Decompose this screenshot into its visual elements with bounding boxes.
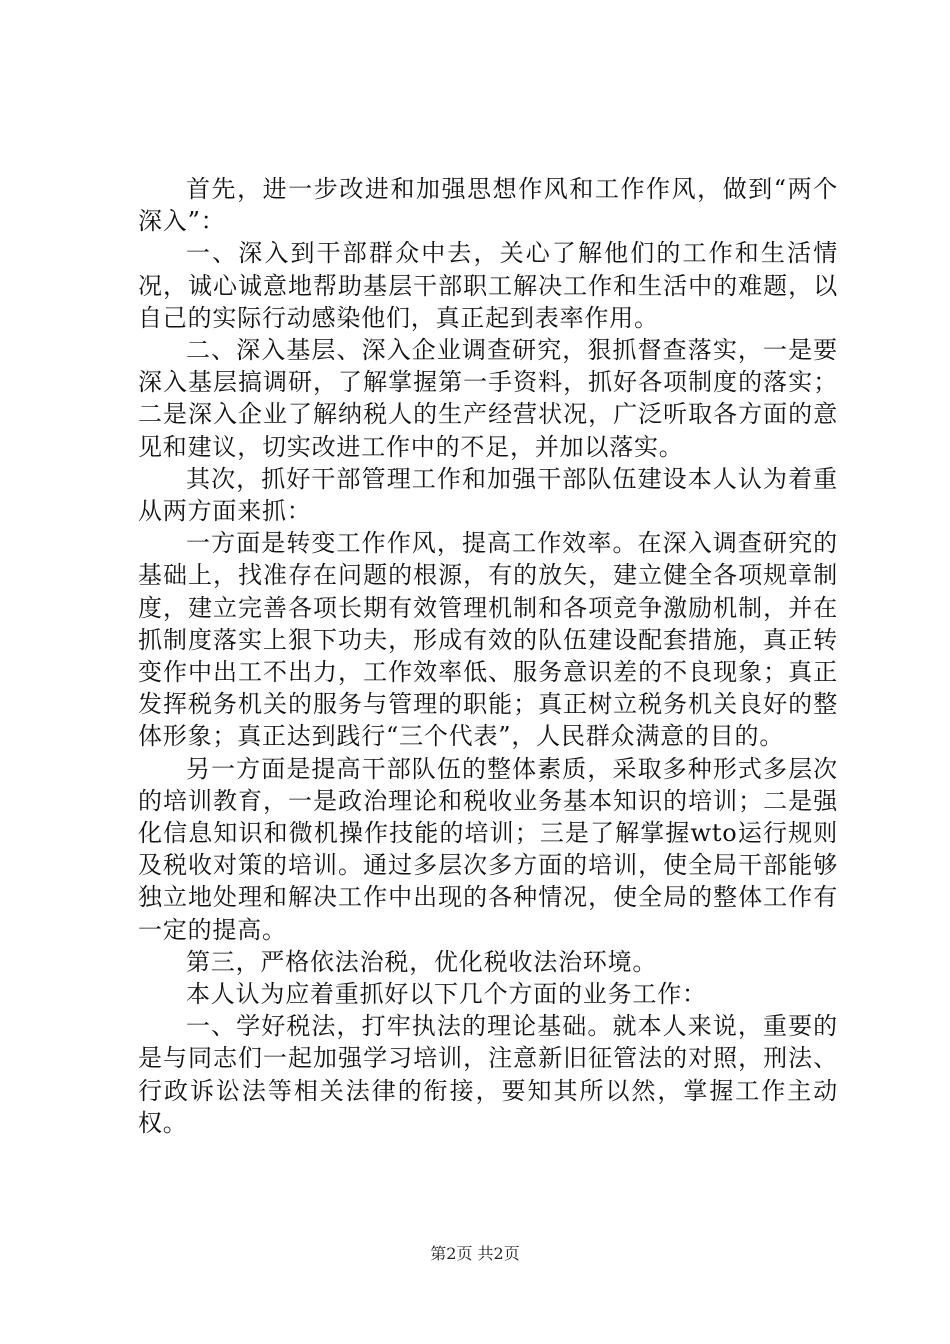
paragraph-8: 本人认为应着重抓好以下几个方面的业务工作： bbox=[186, 980, 707, 1009]
page-footer: 第2页 共2页 bbox=[430, 1244, 520, 1263]
paragraph-9: 一、学好税法，打牢执法的理论基础。就本人来说，重要的是与同志们一起加强学习培训，注意新旧征管法的对照，刑法、行政诉讼法等相关法律的衔接，要知其所以然，掌握工作主动权。 bbox=[138, 1012, 838, 1137]
paragraph-7: 第三，严格依法治税，优化税收法治环境。 bbox=[186, 947, 658, 976]
paragraph-6: 另一方面是提高干部队伍的整体素质，采取多种形式多层次的培训教育，一是政治理论和税收业务基本知识的培训；二是强化信息知识和微机操作技能的培训；三是了解掌握wto运行规则及税收对策的培训。通过多层次多方面的培训，使全局干部能够独立地处理和解决工作中出现的各种情况，使全局的整体工作有一定的提高。 bbox=[138, 754, 838, 944]
paragraph-2: 一、深入到干部群众中去，关心了解他们的工作和生活情况，诚心诚意地帮助基层干部职工解决工作和生活中的难题，以自己的实际行动感染他们，真正起到表率作用。 bbox=[138, 239, 838, 332]
paragraph-4: 其次，抓好干部管理工作和加强干部队伍建设本人认为着重从两方面来抓： bbox=[138, 464, 838, 526]
paragraph-1: 首先，进一步改进和加强思想作风和工作作风，做到“两个深入”： bbox=[138, 175, 838, 236]
document-body bbox=[138, 173, 838, 1139]
paragraph-3: 二、深入基层、深入企业调查研究，狠抓督查落实，一是要深入基层搞调研，了解掌握第一手资料，抓好各项制度的落实；二是深入企业了解纳税人的生产经营状况，广泛听取各方面的意见和建议，切实改进工作中的不足，并加以落实。 bbox=[138, 336, 838, 461]
paragraph-5: 一方面是转变工作作风，提高工作效率。在深入调查研究的基础上，找准存在问题的根源，有的放矢，建立健全各项规章制度，建立完善各项长期有效管理机制和各项竞争激励机制，并在抓制度落实上狠下功夫，形成有效的队伍建设配套措施，真正转变作中出工不出力，工作效率低、服务意识差的不良现象；真正发挥税务机关的服务与管理的职能；真正树立税务机关良好的整体形象；真正达到践行“三个代表”，人民群众满意的目的。 bbox=[138, 529, 838, 751]
